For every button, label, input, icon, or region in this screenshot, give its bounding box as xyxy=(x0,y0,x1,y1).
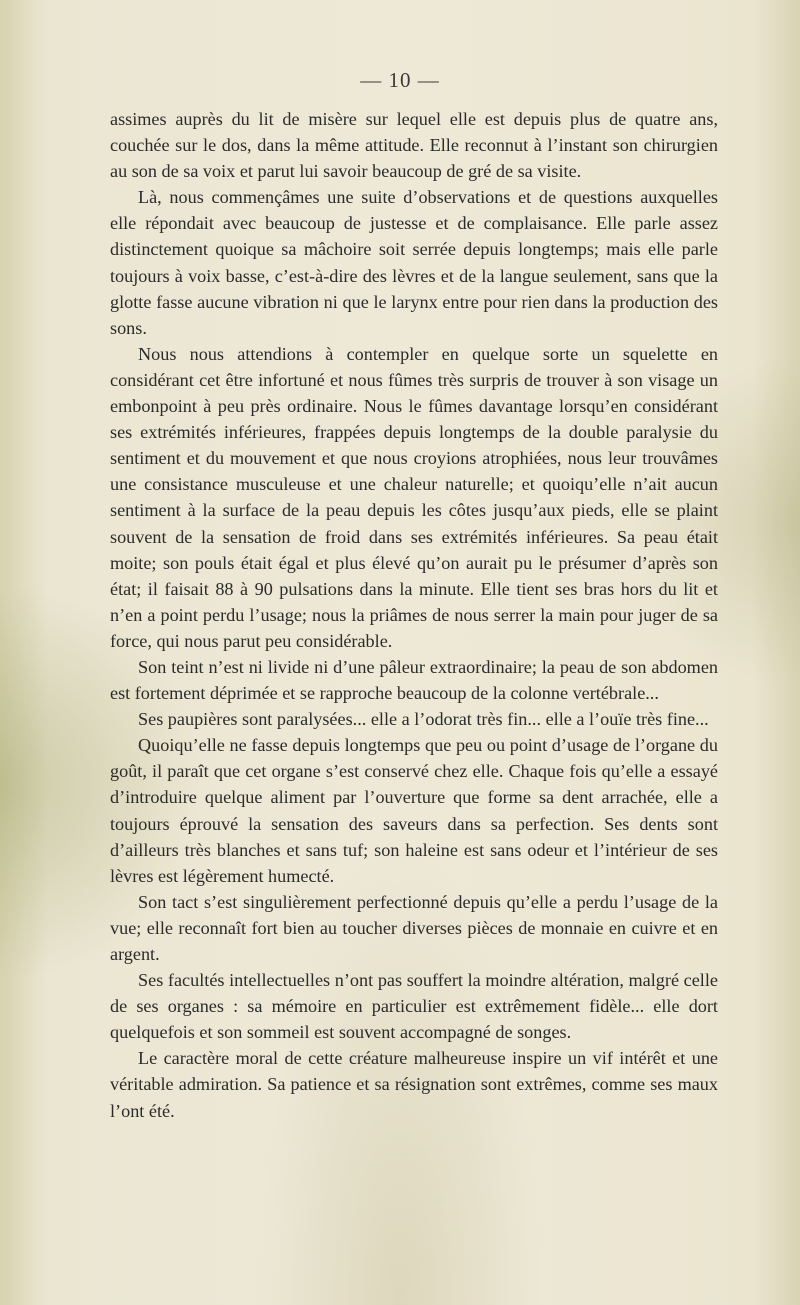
paragraph: assimes auprès du lit de misère sur lequel elle est depuis plus de quatre ans, couchée sur le dos, dans la même attitude. Elle reconnut à l’instant son chirurgien au son de sa voix et parut lui savoir beaucoup de gré de sa visite. xyxy=(110,109,718,182)
paragraph: Son teint n’est ni livide ni d’une pâleur extraordinaire; la peau de son abdomen est fortement déprimée et se rapproche beaucoup de la colonne vertébrale... xyxy=(110,656,718,704)
paragraph: Son tact s’est singulièrement perfectionné depuis qu’elle a perdu l’usage de la vue; elle reconnaît fort bien au toucher diverses pièces de monnaie en cuivre et en argent. xyxy=(110,891,718,964)
paragraph: Le caractère moral de cette créature malheureuse inspire un vif intérêt et une véritable admiration. Sa patience et sa résignation sont extrêmes, comme ses maux l’ont été. xyxy=(110,1048,718,1121)
paragraph: Quoiqu’elle ne fasse depuis longtemps que peu ou point d’usage de l’organe du goût, il paraît que cet organe s’est conservé chez elle. Chaque fois qu’elle a essayé d’introduire quelque aliment par l’ouverture que forme sa dent arrachée, elle a toujours éprouvé la sensation des saveurs dans sa perfection. Ses dents sont d’ailleurs très blanches et sans tuf; son haleine est sans odeur et l’intérieur de ses lèvres est légèrement humecté. xyxy=(110,735,718,886)
page-number: — 10 — xyxy=(360,68,440,92)
paragraph: Ses facultés intellectuelles n’ont pas souffert la moindre altération, malgré celle de ses organes : sa mémoire en particulier est extrêmement fidèle... elle dort quelquefois et son sommeil est souvent accompagné de songes. xyxy=(110,970,718,1043)
paragraph: Ses paupières sont paralysées... elle a l’odorat très fin... elle a l’ouïe très fine... xyxy=(138,709,709,730)
paragraph: Nous nous attendions à contempler en quelque sorte un squelette en considérant cet être infortuné et nous fûmes très surpris de trouver à son visage un embonpoint à peu près ordinaire. Nous le fûmes davantage lorsqu’en considérant ses extrémités inférieures, frappées depuis longtemps de la double paralysie du sentiment et du mouvement et que nous croyions atrophiées, nous leur trouvâmes une consistance musculeuse et une chaleur naturelle; et quoiqu’elle n’ait aucun sentiment à la surface de la peau depuis les côtes jusqu’aux pieds, elle se plaint souvent de la sensation de froid dans ses extrémités inférieures. Sa peau était moite; son pouls était égal et plus élevé qu’on aurait pu le présumer d’après son état; il faisait 88 à 90 pulsations dans la minute. Elle tient ses bras hors du lit et n’en a point perdu l’usage; nous la priâmes de nous serrer la main pour juger de sa force, qui nous parut peu considérable. xyxy=(110,343,718,651)
body-text xyxy=(110,106,718,1124)
paragraph: Là, nous commençâmes une suite d’observations et de questions auxquelles elle répondait avec beaucoup de justesse et de complaisance. Elle parle assez distinctement quoique sa mâchoire soit serrée depuis longtemps; mais elle parle toujours à voix basse, c’est-à-dire des lèvres et de la langue seulement, sans que la glotte fasse aucune vibration ni que le larynx entre pour rien dans la production des sons. xyxy=(110,187,718,338)
